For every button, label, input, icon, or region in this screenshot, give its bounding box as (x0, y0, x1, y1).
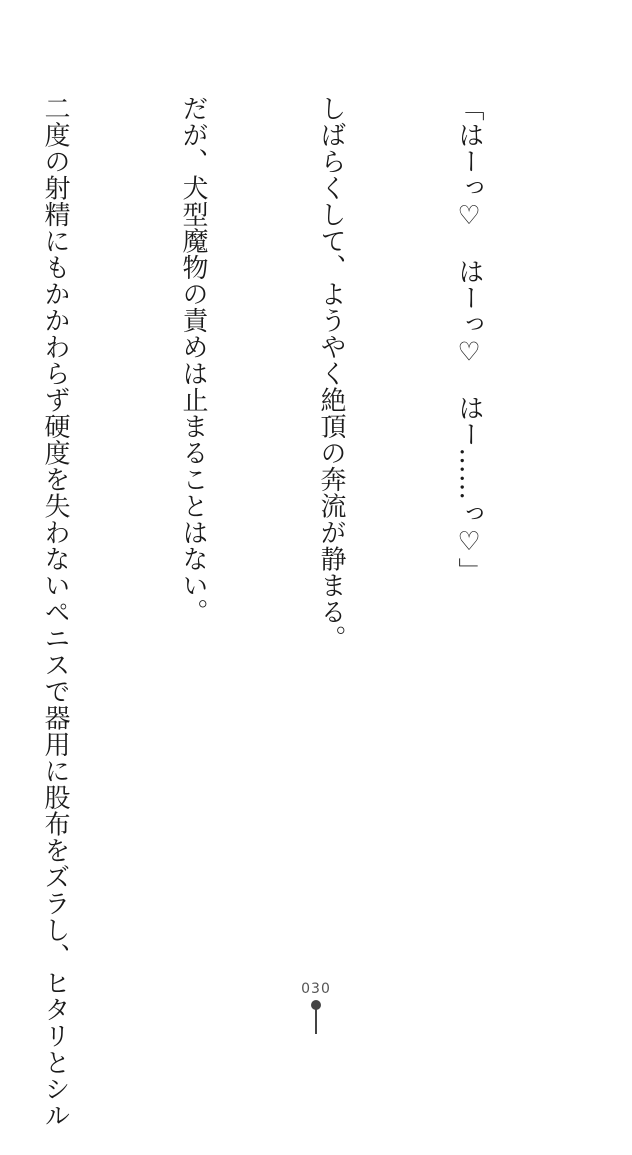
page-number: 030 (301, 981, 331, 997)
text-line: しばらくして、ようやく絶頂の奔流が静まる。 (316, 95, 346, 652)
text-line: 二度の射精にもかかわらず硬度を失わないペニスで器用に股布をズラし、ヒタリとシル (40, 95, 70, 1129)
text-line: 「はーっ♡ はーっ♡ はー……っ♡」 (454, 95, 484, 584)
text-line: だが、犬型魔物の責めは止まることはない。 (178, 95, 208, 625)
page-marker-line (315, 1008, 317, 1034)
